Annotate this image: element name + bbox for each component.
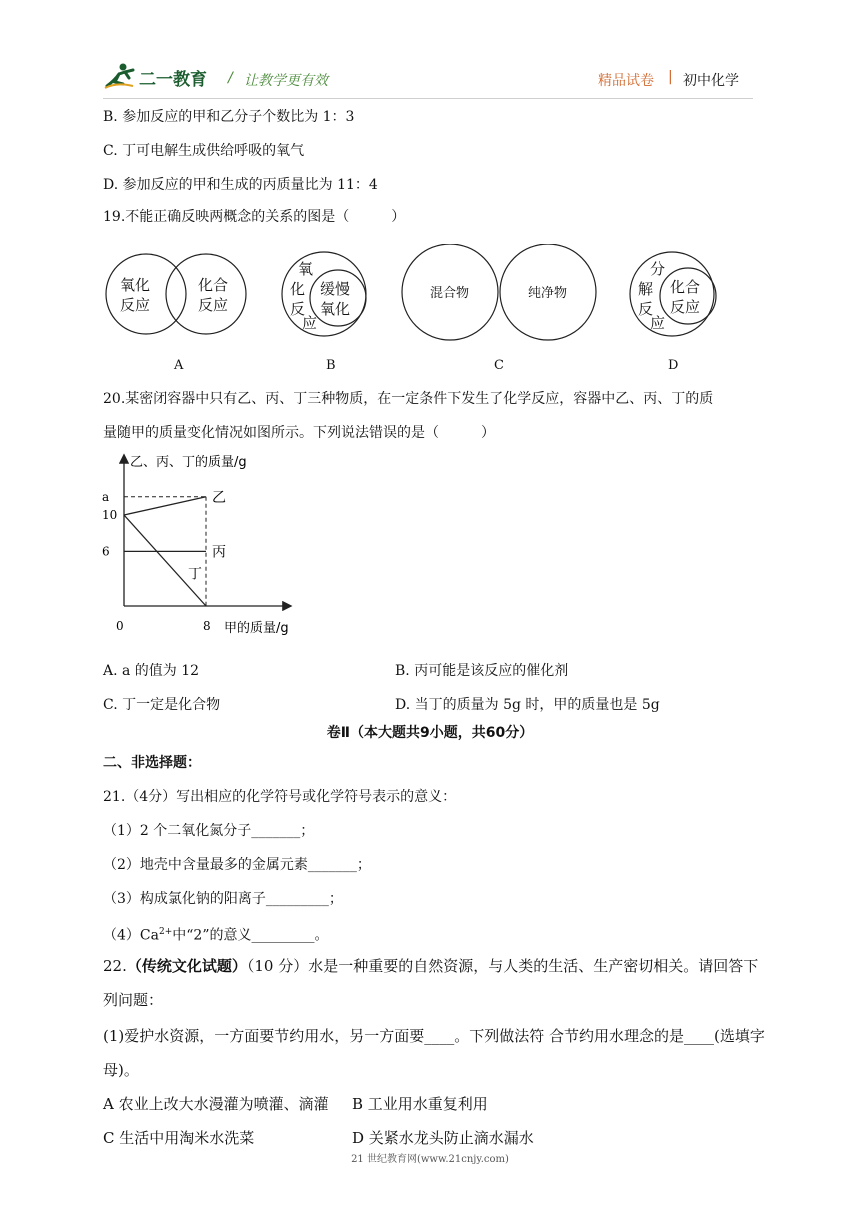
q19-stem: 19.不能正确反映两概念的关系的图是（ ） xyxy=(103,209,406,225)
venn-d-outer-4: 应 xyxy=(650,314,666,332)
q20-option-a: A. a 的值为 12 xyxy=(103,663,200,679)
footer: 21 世纪教育网(www.21cnjy.com) xyxy=(351,1154,509,1165)
runner-logo-icon xyxy=(103,62,137,90)
slogan-separator: / xyxy=(228,70,233,86)
series-line-0 xyxy=(124,497,206,515)
venn-a-left-2: 反应 xyxy=(120,296,151,314)
section-part: 二、非选择题： xyxy=(103,755,201,771)
header-label: 精品试卷 xyxy=(598,73,654,89)
q22-option-c: C 生活中用淘米水洗菜 xyxy=(103,1129,255,1147)
venn-d xyxy=(630,252,716,336)
series-label-1: 丙 xyxy=(212,544,226,561)
series-label-2: 丁 xyxy=(188,566,202,583)
venn-label-d: D xyxy=(668,358,679,373)
q22-option-b: B 工业用水重复利用 xyxy=(352,1095,488,1113)
venn-b xyxy=(282,252,366,336)
section-title: 卷Ⅱ（本大题共9小题，共60分） xyxy=(326,725,534,741)
header-subject: 初中化学 xyxy=(683,73,739,89)
q22-line-1 xyxy=(103,957,758,975)
venn-d-inner-2: 反应 xyxy=(670,298,701,316)
venn-c-right: 纯净物 xyxy=(528,286,568,301)
y-tick-1: 10 xyxy=(102,508,118,522)
q22-sub1-2: 母)。 xyxy=(103,1061,139,1079)
q22-stem-1: （10 分）水是一种重要的自然资源，与人类的生活、生产密切相关。请回答下 xyxy=(246,957,759,975)
venn-b-inner-2: 氧化 xyxy=(320,300,351,318)
q21-item-4 xyxy=(103,923,328,945)
header-divider xyxy=(103,98,753,99)
q21-item-3: （3）构成氯化钠的阳离子_________； xyxy=(103,891,343,907)
q18-option-c: C. 丁可电解生成供给呼吸的氧气 xyxy=(103,143,305,159)
q19-venn-diagrams xyxy=(100,244,760,348)
venn-b-outer-2: 化 xyxy=(290,280,306,298)
q22-stem-2: 列问题： xyxy=(103,991,164,1009)
q18-option-b: B. 参加反应的甲和乙分子个数比为 1：3 xyxy=(103,109,355,125)
chart-xlabel: 甲的质量/g xyxy=(224,621,289,636)
y-tick-0: 6 xyxy=(102,544,110,559)
q22-sub1-1: (1)爱护水资源，一方面要节约用水，另一方面要____。下列做法符 合节约用水理念的是____(选填字 xyxy=(103,1027,765,1045)
q21-item-4-post: 中“2”的意义_________。 xyxy=(172,927,329,944)
venn-d-outer-1: 分 xyxy=(650,260,666,278)
q21-stem: 21.（4分）写出相应的化学符号或化学符号表示的意义： xyxy=(103,789,457,805)
q22-option-d: D 关紧水龙头防止滴水漏水 xyxy=(352,1129,534,1147)
q21-item-1: （1）2 个二氧化氮分子_______； xyxy=(103,823,315,839)
venn-c-left: 混合物 xyxy=(430,286,470,301)
venn-d-inner-1: 化合 xyxy=(670,278,701,296)
logo-text: 二一教育 xyxy=(139,70,207,90)
venn-a xyxy=(106,254,246,334)
venn-label-c: C xyxy=(494,358,504,373)
venn-d-outer-3: 反 xyxy=(638,300,654,318)
q20-stem-2: 量随甲的质量变化情况如图所示。下列说法错误的是（ ） xyxy=(103,425,495,441)
q20-chart xyxy=(100,450,310,640)
venn-a-left-1: 氧化 xyxy=(120,276,151,294)
slogan: 让教学更有效 xyxy=(244,73,328,89)
brand-logo xyxy=(103,62,233,92)
x-tick-1: 8 xyxy=(203,619,211,633)
venn-a-right-1: 化合 xyxy=(198,276,229,294)
q20-option-d: D. 当丁的质量为 5g 时，甲的质量也是 5g xyxy=(395,697,660,713)
q18-option-d: D. 参加反应的甲和生成的丙质量比为 11：4 xyxy=(103,177,378,193)
q20-stem-1: 20.某密闭容器中只有乙、丙、丁三种物质，在一定条件下发生了化学反应，容器中乙、丙、丁的质 xyxy=(103,391,714,407)
q21-item-4-pre: （4）Ca xyxy=(103,927,159,944)
venn-label-a: A xyxy=(174,358,184,373)
q20-option-c: C. 丁一定是化合物 xyxy=(103,697,221,713)
q21-item-4-sup: 2+ xyxy=(158,927,173,937)
q22-option-a: A 农业上改大水漫灌为喷灌、滴灌 xyxy=(103,1095,329,1113)
venn-b-outer-4: 应 xyxy=(302,314,318,332)
venn-label-b: B xyxy=(326,358,336,373)
header-separator: | xyxy=(668,69,673,85)
y-tick-2: a xyxy=(102,489,110,504)
chart-ylabel: 乙、丙、丁的质量/g xyxy=(130,455,247,470)
series-label-0: 乙 xyxy=(212,489,226,506)
q21-item-2: （2）地壳中含量最多的金属元素_______； xyxy=(103,857,371,873)
q22-tag: （传统文化试题） xyxy=(126,957,247,975)
q22-num: 22. xyxy=(103,957,127,975)
venn-b-inner-1: 缓慢 xyxy=(320,280,351,298)
venn-c xyxy=(402,244,596,340)
venn-b-outer-1: 氧 xyxy=(298,260,314,278)
venn-a-left-circle xyxy=(106,254,186,334)
venn-b-outer-3: 反 xyxy=(290,300,306,318)
x-tick-0: 0 xyxy=(116,619,124,633)
venn-d-outer-2: 解 xyxy=(638,280,654,298)
venn-a-right-2: 反应 xyxy=(198,296,229,314)
q20-option-b: B. 丙可能是该反应的催化剂 xyxy=(395,663,569,679)
series-line-2 xyxy=(124,515,206,606)
venn-a-right-circle xyxy=(166,254,246,334)
